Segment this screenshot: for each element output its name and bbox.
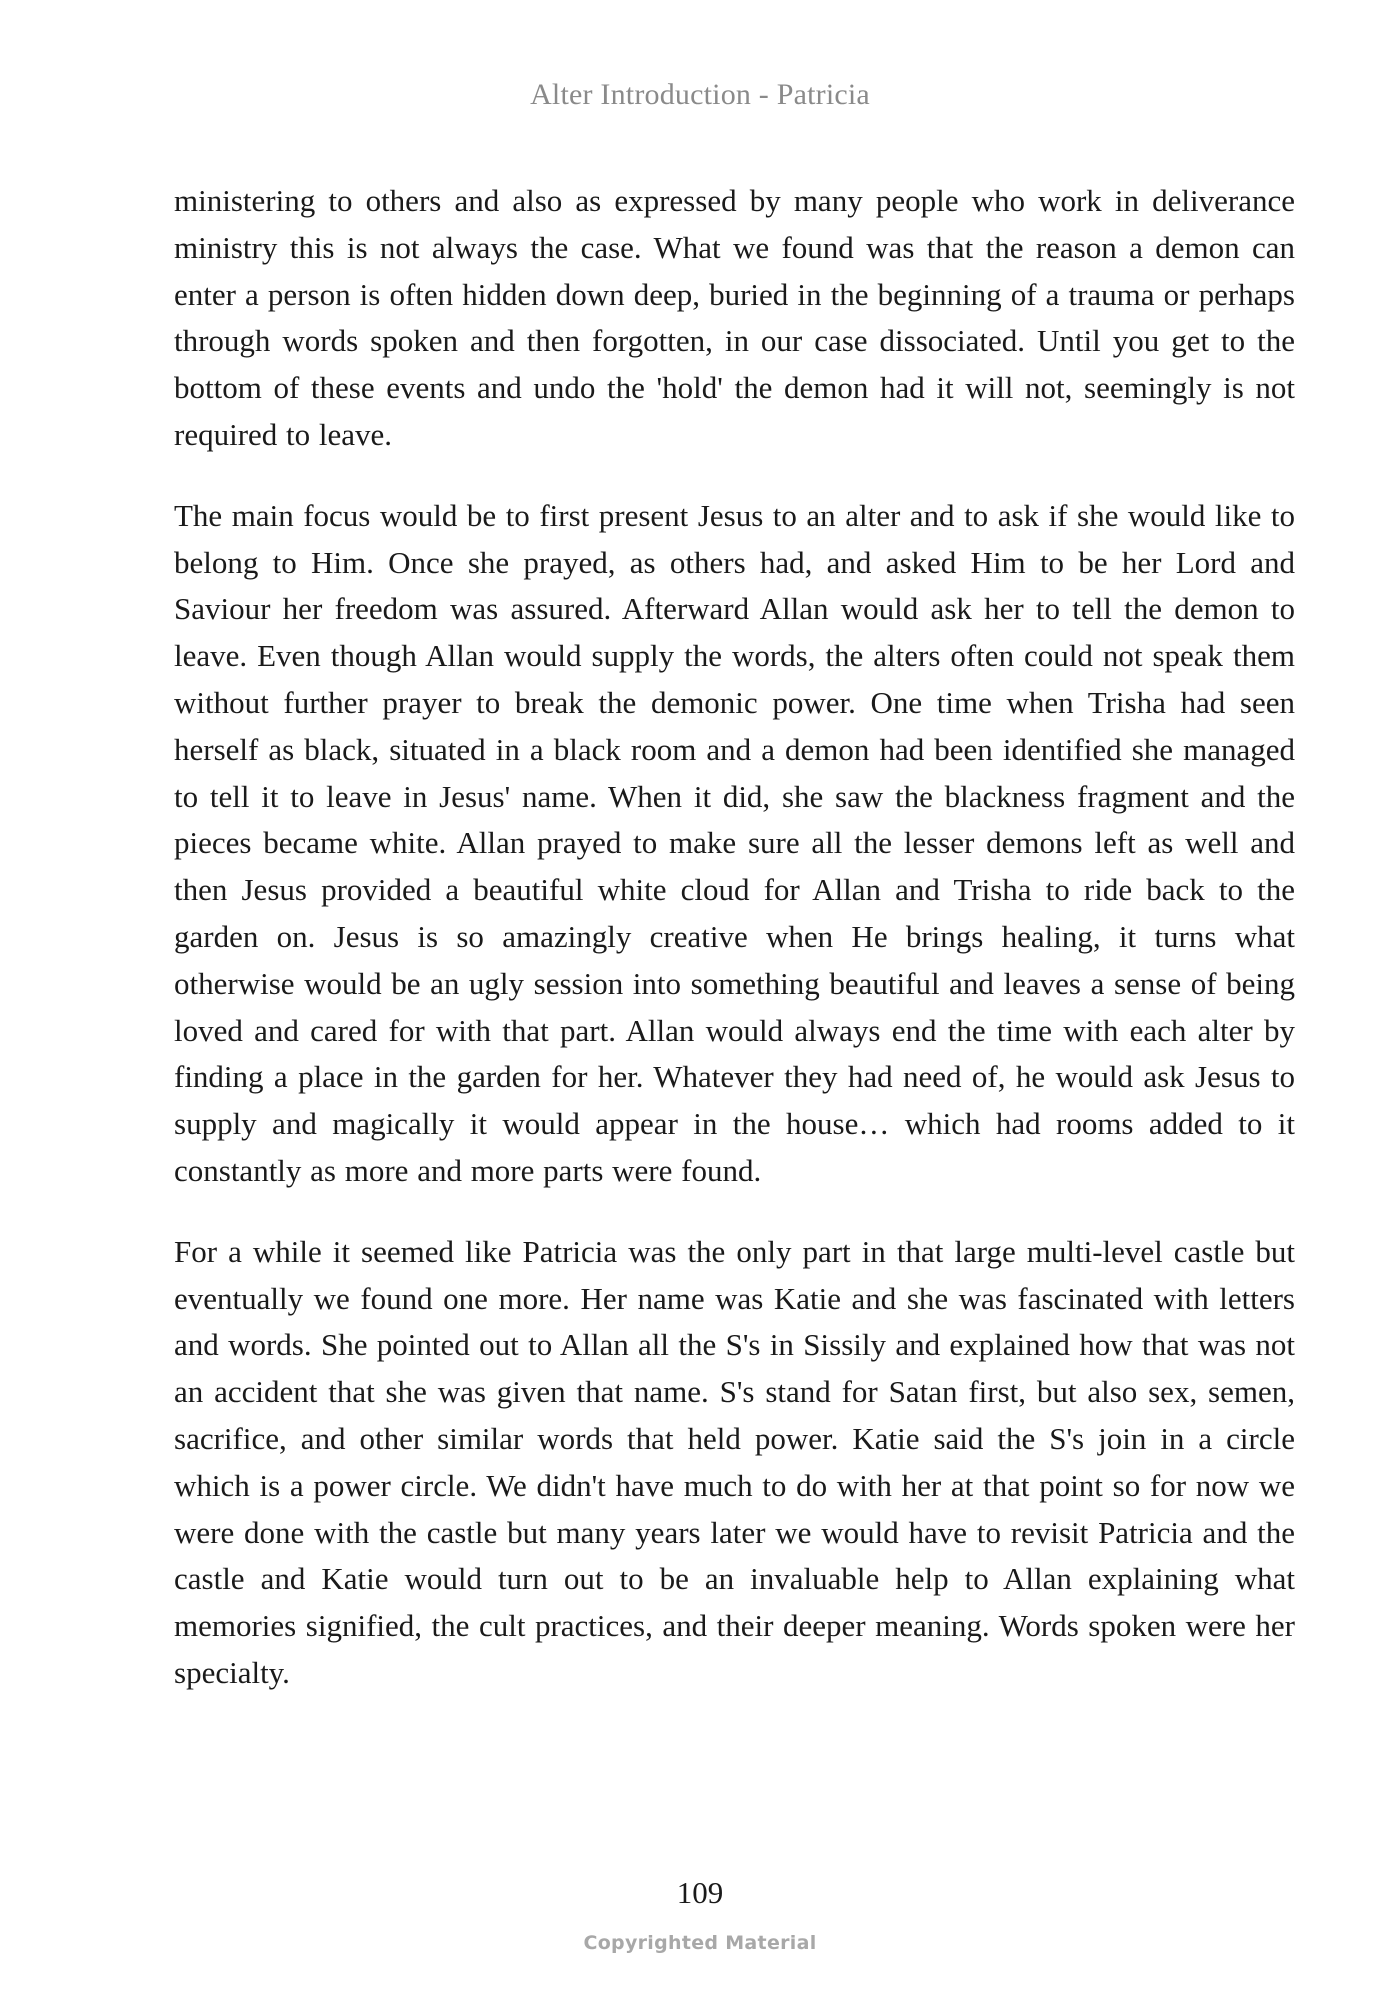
paragraph-2: The main focus would be to first present Jesus to an alter and to ask if she would like to belong to Him. Once she prayed, as others had, and asked Him to be her Lord and Saviour her freedom was assured. Afterward Allan would ask her to tell the demon to leave. Even though Allan would supply the words, the alters often could not speak them without further prayer to break the demonic power. One time when Trisha had seen herself as black, situated in a black room and a demon had been identified she managed to tell it to leave in Jesus' name. When it did, she saw the blackness fragment and the pieces became white. Allan prayed to make sure all the lesser demons left as well and then Jesus provided a beautiful white cloud for Allan and Trisha to ride back to the garden on. Jesus is so amazingly creative when He brings healing, it turns what otherwise would be an ugly session into something beautiful and leaves a sense of being loved and cared for with that part. Allan would always end the time with each alter by finding a place in the garden for her. Whatever they had need of, he would ask Jesus to supply and magically it would appear in the house… which had rooms added to it constantly as more and more parts were found. [174, 497, 1295, 1188]
page-number: 109 [676, 1875, 724, 1910]
running-header: Alter Introduction - Patricia [530, 78, 870, 111]
copyright-notice: Copyrighted Material [583, 1932, 817, 1954]
body-text [174, 178, 1295, 1731]
paragraph-3: For a while it seemed like Patricia was the only part in that large multi-level castle but eventually we found one more. Her name was Katie and she was fascinated with letters and words. She pointed out to Allan all the S's in Sissily and explained how that was not an accident that she was given that name. S's stand for Satan first, but also sex, semen, sacrifice, and other similar words that held power. Katie said the S's join in a circle which is a power circle. We didn't have much to do with her at that point so for now we were done with the castle but many years later we would have to revisit Patricia and the castle and Katie would turn out to be an invaluable help to Allan explaining what memories signified, the cult practices, and their deeper meaning. Words spoken were her specialty. [174, 1233, 1295, 1690]
paragraph-1: ministering to others and also as expressed by many people who work in deliverance ministry this is not always the case. What we found was that the reason a demon can enter a person is often hidden down deep, buried in the beginning of a trauma or perhaps through words spoken and then forgotten, in our case dissociated. Until you get to the bottom of these events and undo the 'hold' the demon had it will not, seemingly is not required to leave. [174, 183, 1295, 452]
